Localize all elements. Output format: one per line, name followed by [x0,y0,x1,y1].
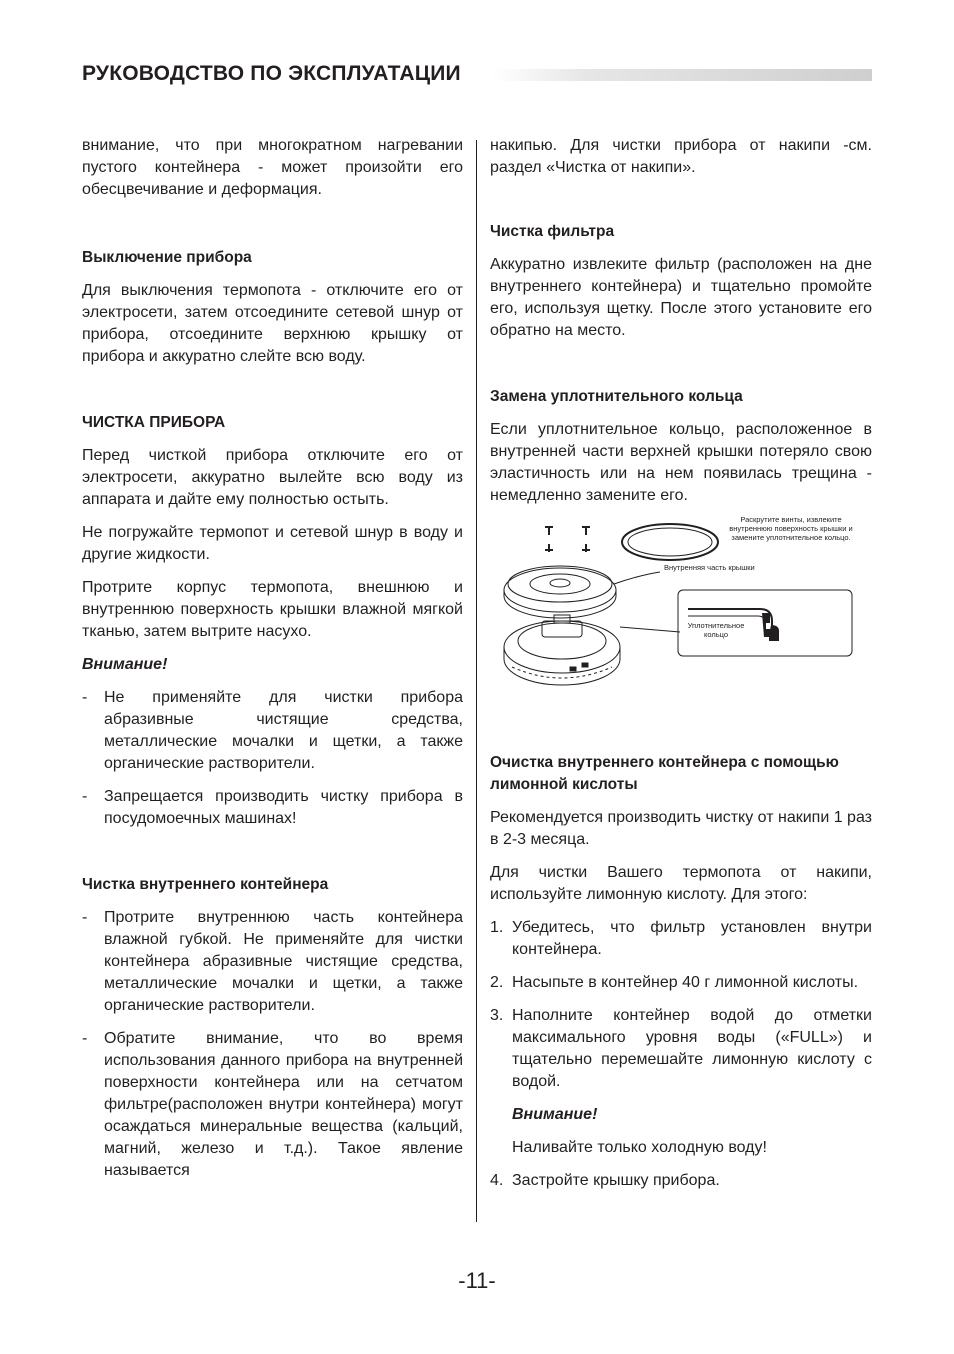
section-title-citric-acid: Очистка внутреннего контейнера с помощью лимонной кислоты [490,754,839,793]
screw-icon [545,544,553,552]
figure-caption-inner-lid: Внутренняя часть крышки [664,563,755,572]
cleaning-para-2: Не погружайте термопот и сетевой шнур в воду и другие жидкости. [82,524,463,563]
list-item: - Не применяйте для чистки прибора абразивные чистящие средства, металлические мочалки и щетки, а также органические растворители. [82,689,463,772]
cleaning-para-1: Перед чисткой прибора отключите его от электросети, аккуратно вылейте всю воду из аппарата и дайте ему полностью остыть. [82,447,463,508]
warning-text: Наливайте только холодную воду! [512,1139,767,1156]
lid-diagram-drawing [490,517,872,717]
page-header [82,58,872,92]
column-divider [476,140,477,1222]
header-gradient-bar [492,69,872,81]
citric-acid-para-2: Для чистки Вашего термопота от накипи, используйте лимонную кислоту. Для этого: [490,864,872,903]
screw-icon [545,527,553,535]
cleaning-para-3: Протрите корпус термопота, внешнюю и внутреннюю поверхность крышки влажной мягкой тканью, затем вытрите насухо. [82,579,463,640]
lid-diagram [490,517,872,717]
list-item: 4. Застройте крышку прибора. [490,1172,720,1189]
section-title-cleaning: ЧИСТКА ПРИБОРА [82,414,226,431]
list-item: - Запрещается производить чистку прибора в посудомоечных машинах! [82,788,463,827]
figure-caption-seal-ring: Уплотнительное кольцо [687,621,745,639]
page-title: РУКОВОДСТВО ПО ЭКСПЛУАТАЦИИ [82,62,465,86]
warning-label: Внимание! [82,656,168,673]
page-number: -11- [458,1268,496,1293]
section-title-seal-ring: Замена уплотнительного кольца [490,388,743,405]
section-title-filter: Чистка фильтра [490,223,615,240]
screw-icon [582,527,590,535]
section-title-inner-container: Чистка внутреннего контейнера [82,876,329,893]
seal-ring-shape [622,524,718,560]
list-item: - Протрите внутреннюю часть контейнера влажной губкой. Не применяйте для чистки контейнера абразивные чистящие средства, металлические мочалки и щетки, а также органические растворители. [82,909,463,1014]
intro-text: внимание, что при многократном нагревании пустого контейнера - может произойти его обесцвечивание и деформация. [82,137,463,198]
list-item: - Обратите внимание, что во время использования данного прибора на внутренней поверхности контейнера или на сетчатом фильтре(расположен внутри контейнера) могут осаждаться минеральные вещества (кальций, магний, железо и т.д.). Такое явление называется [82,1030,463,1179]
inner-lid-shape [504,568,616,612]
seal-ring-text: Если уплотнительное кольцо, расположенное в внутренней части верхней крышки потеряло свою эластичность или на нем появилась трещина - немедленно замените его. [490,421,872,504]
left-column [82,135,463,1182]
lid-assembly-shape [504,621,620,673]
figure-caption-instruction: Раскрутите винты, извлеките внутреннюю поверхность крышки и замените уплотнительное кольцо. [729,515,853,542]
list-item: 3. Наполните контейнер водой до отметки максимального уровня воды («FULL») и тщательно перемешайте лимонную кислоту с водой. [490,1007,872,1090]
list-item: 2. Насыпьте в контейнер 40 г лимонной кислоты. [490,974,859,991]
filter-text: Аккуратно извлеките фильтр (расположен на дне внутреннего контейнера) и тщательно промойте его, используя щетку. После этого установите его обратно на место. [490,256,872,339]
screw-icon [582,544,590,552]
right-column [490,135,872,1192]
continued-text: накипью. Для чистки прибора от накипи -см. раздел «Чистка от накипи». [490,137,872,176]
power-off-text: Для выключения термопота - отключите его от электросети, затем отсоедините сетевой шнур от прибора, отсоедините верхнюю крышку от прибора и аккуратно слейте всю воду. [82,282,463,365]
warning-label: Внимание! [512,1106,598,1123]
section-title-power-off: Выключение прибора [82,249,252,266]
citric-acid-para-1: Рекомендуется производить чистку от накипи 1 раз в 2-3 месяца. [490,809,873,848]
list-item: 1. Убедитесь, что фильтр установлен внутри контейнера. [490,919,872,958]
